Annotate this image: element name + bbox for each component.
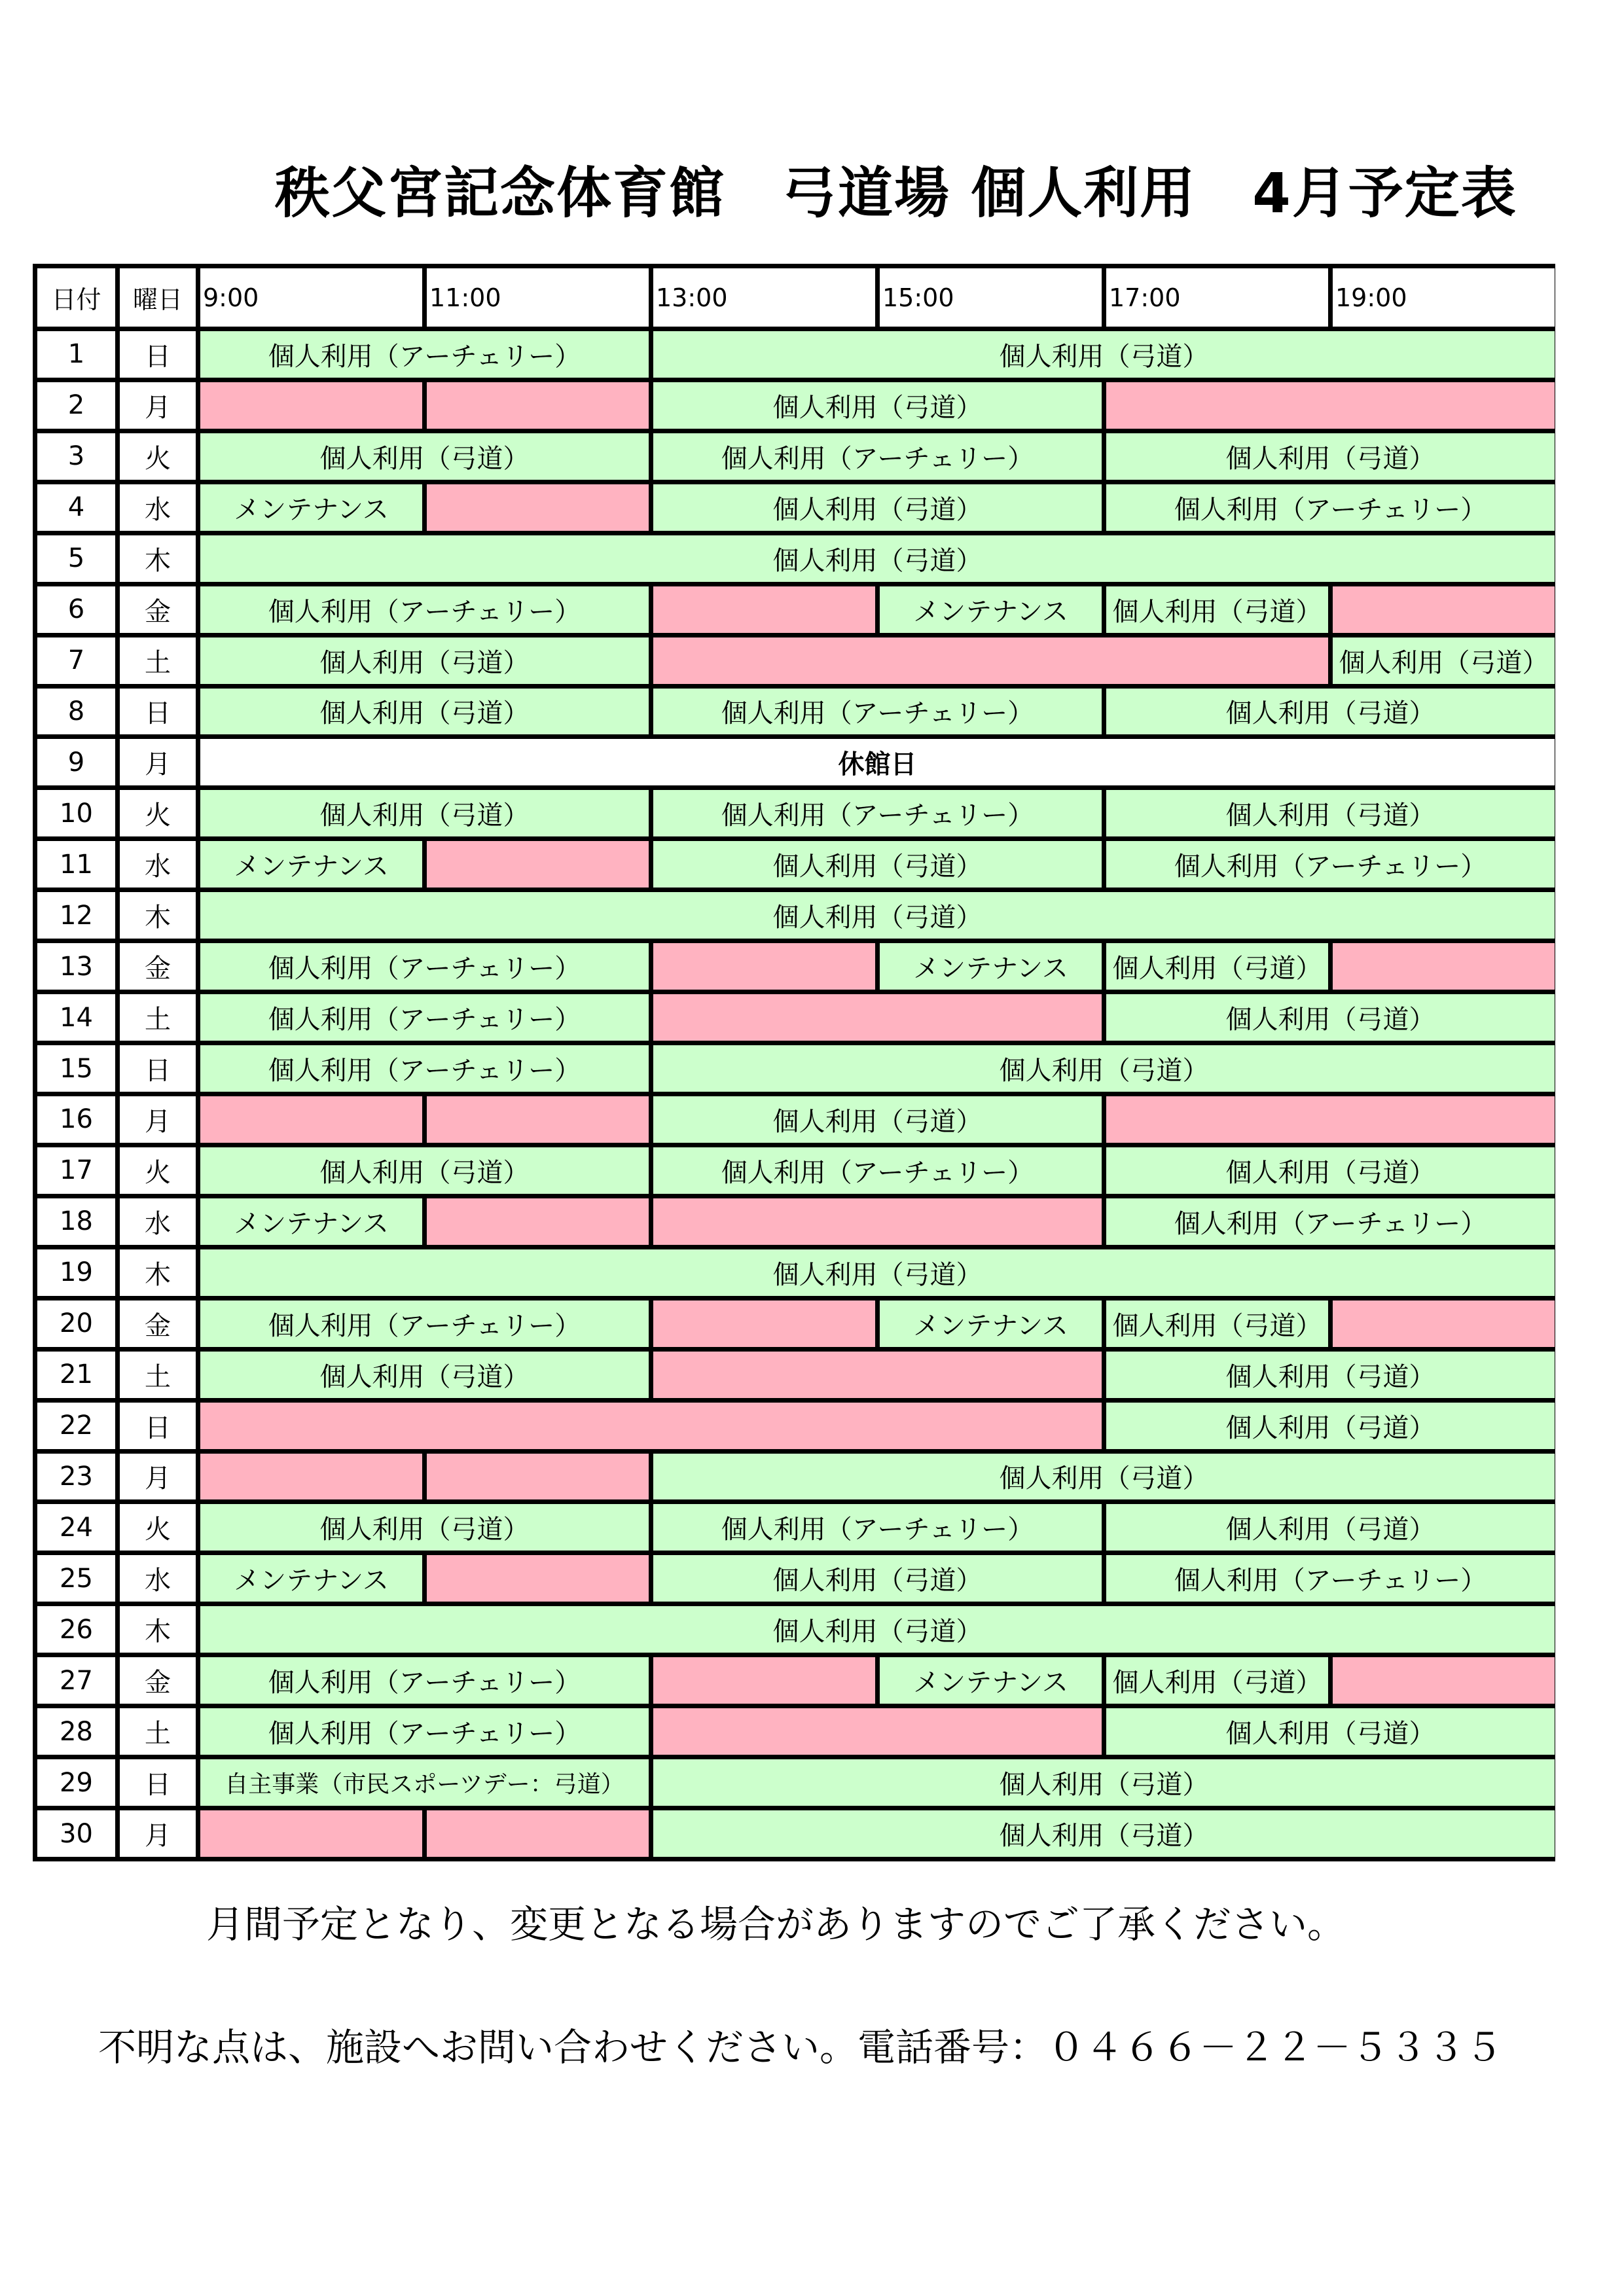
schedule-block-available: 個人利用（弓道） <box>653 382 1102 429</box>
weekday-cell: 日 <box>120 1403 196 1449</box>
weekday-cell: 日 <box>120 1759 196 1806</box>
schedule-block-available: 個人利用（弓道） <box>200 1147 649 1194</box>
schedule-block-available: 個人利用（弓道） <box>1106 1504 1555 1551</box>
schedule-block-available: 個人利用（弓道） <box>1106 586 1328 633</box>
schedule-block-available: メンテナンス <box>200 484 422 531</box>
schedule-block-available: 個人利用（弓道） <box>200 1352 649 1398</box>
schedule-block-available: 個人利用（弓道） <box>1106 1708 1555 1755</box>
weekday-cell: 木 <box>120 1249 196 1296</box>
schedule-block-unavailable <box>200 382 422 429</box>
weekday-cell: 木 <box>120 535 196 582</box>
schedule-block-available: 個人利用（アーチェリー） <box>653 790 1102 836</box>
day-number: 9 <box>37 739 115 785</box>
day-number: 20 <box>37 1300 115 1347</box>
schedule-block-available: メンテナンス <box>880 586 1102 633</box>
day-number: 23 <box>37 1454 115 1500</box>
weekday-cell: 水 <box>120 1198 196 1245</box>
page-title: 秩父宮記念体育館 弓道場 個人利用 4月予定表 <box>275 161 1517 225</box>
schedule-block-available: 個人利用（アーチェリー） <box>200 994 649 1041</box>
schedule-block-available: 個人利用（弓道） <box>653 841 1102 888</box>
schedule-block-unavailable <box>427 1555 649 1602</box>
schedule-block-unavailable <box>653 637 1328 684</box>
schedule-block-available: 個人利用（弓道） <box>1106 433 1555 480</box>
day-number: 12 <box>37 892 115 939</box>
schedule-block-available: メンテナンス <box>880 1657 1102 1704</box>
schedule-block-available: 個人利用（弓道） <box>200 535 1555 582</box>
schedule-block-unavailable <box>200 1403 1102 1449</box>
day-number: 5 <box>37 535 115 582</box>
schedule-block-unavailable <box>1333 943 1555 990</box>
schedule-block-available: 個人利用（弓道） <box>1106 943 1328 990</box>
schedule-block-available: 個人利用（アーチェリー） <box>653 433 1102 480</box>
day-number: 19 <box>37 1249 115 1296</box>
weekday-cell: 木 <box>120 1606 196 1653</box>
schedule-block-unavailable <box>1333 1657 1555 1704</box>
schedule-block-unavailable <box>427 1454 649 1500</box>
day-number: 1 <box>37 331 115 378</box>
day-number: 28 <box>37 1708 115 1755</box>
schedule-block-available: 個人利用（弓道） <box>1106 689 1555 735</box>
weekday-cell: 金 <box>120 1300 196 1347</box>
weekday-cell: 日 <box>120 1045 196 1092</box>
schedule-block-available: 個人利用（弓道） <box>200 689 649 735</box>
day-number: 24 <box>37 1504 115 1551</box>
weekday-cell: 木 <box>120 892 196 939</box>
schedule-block-closed: 休館日 <box>200 739 1555 785</box>
schedule-block-available: 個人利用（弓道） <box>653 331 1555 378</box>
day-number: 11 <box>37 841 115 888</box>
schedule-block-available: メンテナンス <box>200 841 422 888</box>
schedule-block-available: メンテナンス <box>880 1300 1102 1347</box>
schedule-block-available: 個人利用（アーチェリー） <box>200 331 649 378</box>
day-number: 4 <box>37 484 115 531</box>
schedule-block-available: 個人利用（弓道） <box>1106 1403 1555 1449</box>
header-weekday: 曜日 <box>120 268 196 327</box>
weekday-cell: 日 <box>120 331 196 378</box>
schedule-block-available: メンテナンス <box>200 1555 422 1602</box>
day-number: 7 <box>37 637 115 684</box>
schedule-block-available: 個人利用（弓道） <box>200 790 649 836</box>
schedule-block-available: 自主事業（市民スポーツデー：弓道） <box>200 1759 649 1806</box>
day-number: 13 <box>37 943 115 990</box>
schedule-block-unavailable <box>653 1300 875 1347</box>
header-time: 11:00 <box>427 268 649 327</box>
schedule-block-available: 個人利用（アーチェリー） <box>200 1045 649 1092</box>
schedule-block-available: 個人利用（弓道） <box>1106 1352 1555 1398</box>
schedule-block-available: 個人利用（アーチェリー） <box>1106 484 1555 531</box>
schedule-block-available: 個人利用（アーチェリー） <box>653 1147 1102 1194</box>
day-number: 21 <box>37 1352 115 1398</box>
schedule-block-available: 個人利用（弓道） <box>653 1454 1555 1500</box>
schedule-block-available: 個人利用（弓道） <box>653 1096 1102 1143</box>
weekday-cell: 水 <box>120 484 196 531</box>
day-number: 6 <box>37 586 115 633</box>
schedule-block-available: 個人利用（弓道） <box>653 484 1102 531</box>
weekday-cell: 金 <box>120 943 196 990</box>
schedule-block-unavailable <box>653 1708 1102 1755</box>
schedule-block-available: 個人利用（弓道） <box>653 1045 1555 1092</box>
schedule-block-available: メンテナンス <box>880 943 1102 990</box>
contact-info: 不明な点は、施設へお問い合わせください。電話番号：０４６６－２２－５３３５ <box>98 2025 1504 2070</box>
schedule-block-available: 個人利用（弓道） <box>653 1759 1555 1806</box>
schedule-block-available: 個人利用（アーチェリー） <box>653 1504 1102 1551</box>
schedule-block-available: 個人利用（アーチェリー） <box>653 689 1102 735</box>
schedule-block-available: 個人利用（アーチェリー） <box>1106 1198 1555 1245</box>
schedule-block-available: 個人利用（弓道） <box>1333 637 1555 684</box>
schedule-block-unavailable <box>653 1657 875 1704</box>
weekday-cell: 土 <box>120 1352 196 1398</box>
header-time: 15:00 <box>880 268 1102 327</box>
schedule-block-unavailable <box>200 1810 422 1857</box>
day-number: 27 <box>37 1657 115 1704</box>
schedule-block-available: 個人利用（弓道） <box>200 433 649 480</box>
day-number: 16 <box>37 1096 115 1143</box>
schedule-block-unavailable <box>653 943 875 990</box>
schedule-block-unavailable <box>427 1810 649 1857</box>
schedule-block-available: 個人利用（アーチェリー） <box>200 1708 649 1755</box>
weekday-cell: 金 <box>120 1657 196 1704</box>
day-number: 25 <box>37 1555 115 1602</box>
weekday-cell: 月 <box>120 382 196 429</box>
schedule-notice: 月間予定となり、変更となる場合がありますのでご了承ください。 <box>206 1902 1346 1946</box>
weekday-cell: 水 <box>120 841 196 888</box>
schedule-block-available: 個人利用（弓道） <box>200 1504 649 1551</box>
schedule-block-unavailable <box>200 1096 422 1143</box>
day-number: 17 <box>37 1147 115 1194</box>
schedule-block-unavailable <box>1106 1096 1555 1143</box>
weekday-cell: 火 <box>120 1147 196 1194</box>
header-time: 17:00 <box>1106 268 1328 327</box>
day-number: 29 <box>37 1759 115 1806</box>
day-number: 14 <box>37 994 115 1041</box>
schedule-block-unavailable <box>200 1454 422 1500</box>
schedule-block-available: 個人利用（アーチェリー） <box>200 1657 649 1704</box>
day-number: 10 <box>37 790 115 836</box>
schedule-block-available: 個人利用（弓道） <box>1106 790 1555 836</box>
schedule-block-available: 個人利用（弓道） <box>200 1249 1555 1296</box>
weekday-cell: 火 <box>120 790 196 836</box>
schedule-block-available: 個人利用（弓道） <box>1106 1657 1328 1704</box>
schedule-block-available: 個人利用（弓道） <box>653 1555 1102 1602</box>
schedule-block-unavailable <box>653 1198 1102 1245</box>
schedule-block-unavailable <box>653 1352 1102 1398</box>
day-number: 15 <box>37 1045 115 1092</box>
schedule-block-available: メンテナンス <box>200 1198 422 1245</box>
schedule-block-available: 個人利用（アーチェリー） <box>1106 841 1555 888</box>
schedule-block-unavailable <box>1106 382 1555 429</box>
schedule-block-available: 個人利用（弓道） <box>1106 1300 1328 1347</box>
schedule-block-available: 個人利用（弓道） <box>200 892 1555 939</box>
schedule-block-unavailable <box>427 841 649 888</box>
weekday-cell: 水 <box>120 1555 196 1602</box>
weekday-cell: 火 <box>120 433 196 480</box>
schedule-block-unavailable <box>427 1198 649 1245</box>
day-number: 26 <box>37 1606 115 1653</box>
header-time: 13:00 <box>653 268 875 327</box>
weekday-cell: 土 <box>120 637 196 684</box>
header-time: 19:00 <box>1333 268 1555 327</box>
weekday-cell: 火 <box>120 1504 196 1551</box>
day-number: 22 <box>37 1403 115 1449</box>
schedule-block-unavailable <box>653 586 875 633</box>
day-number: 2 <box>37 382 115 429</box>
schedule-block-available: 個人利用（アーチェリー） <box>200 1300 649 1347</box>
schedule-block-available: 個人利用（弓道） <box>1106 1147 1555 1194</box>
schedule-block-unavailable <box>653 994 1102 1041</box>
schedule-block-available: 個人利用（弓道） <box>1106 994 1555 1041</box>
header-date: 日付 <box>37 268 115 327</box>
schedule-block-available: 個人利用（アーチェリー） <box>200 586 649 633</box>
weekday-cell: 月 <box>120 1454 196 1500</box>
schedule-block-available: 個人利用（アーチェリー） <box>1106 1555 1555 1602</box>
schedule-block-available: 個人利用（弓道） <box>653 1810 1555 1857</box>
schedule-block-available: 個人利用（弓道） <box>200 637 649 684</box>
weekday-cell: 土 <box>120 994 196 1041</box>
header-time: 9:00 <box>200 268 422 327</box>
schedule-block-unavailable <box>427 1096 649 1143</box>
schedule-block-unavailable <box>1333 1300 1555 1347</box>
schedule-block-available: 個人利用（アーチェリー） <box>200 943 649 990</box>
day-number: 8 <box>37 689 115 735</box>
schedule-block-available: 個人利用（弓道） <box>200 1606 1555 1653</box>
schedule-block-unavailable <box>427 382 649 429</box>
weekday-cell: 月 <box>120 1810 196 1857</box>
schedule-block-unavailable <box>427 484 649 531</box>
schedule-table <box>33 264 1555 1861</box>
weekday-cell: 日 <box>120 689 196 735</box>
weekday-cell: 月 <box>120 739 196 785</box>
weekday-cell: 月 <box>120 1096 196 1143</box>
weekday-cell: 金 <box>120 586 196 633</box>
day-number: 3 <box>37 433 115 480</box>
day-number: 18 <box>37 1198 115 1245</box>
schedule-block-unavailable <box>1333 586 1555 633</box>
day-number: 30 <box>37 1810 115 1857</box>
weekday-cell: 土 <box>120 1708 196 1755</box>
